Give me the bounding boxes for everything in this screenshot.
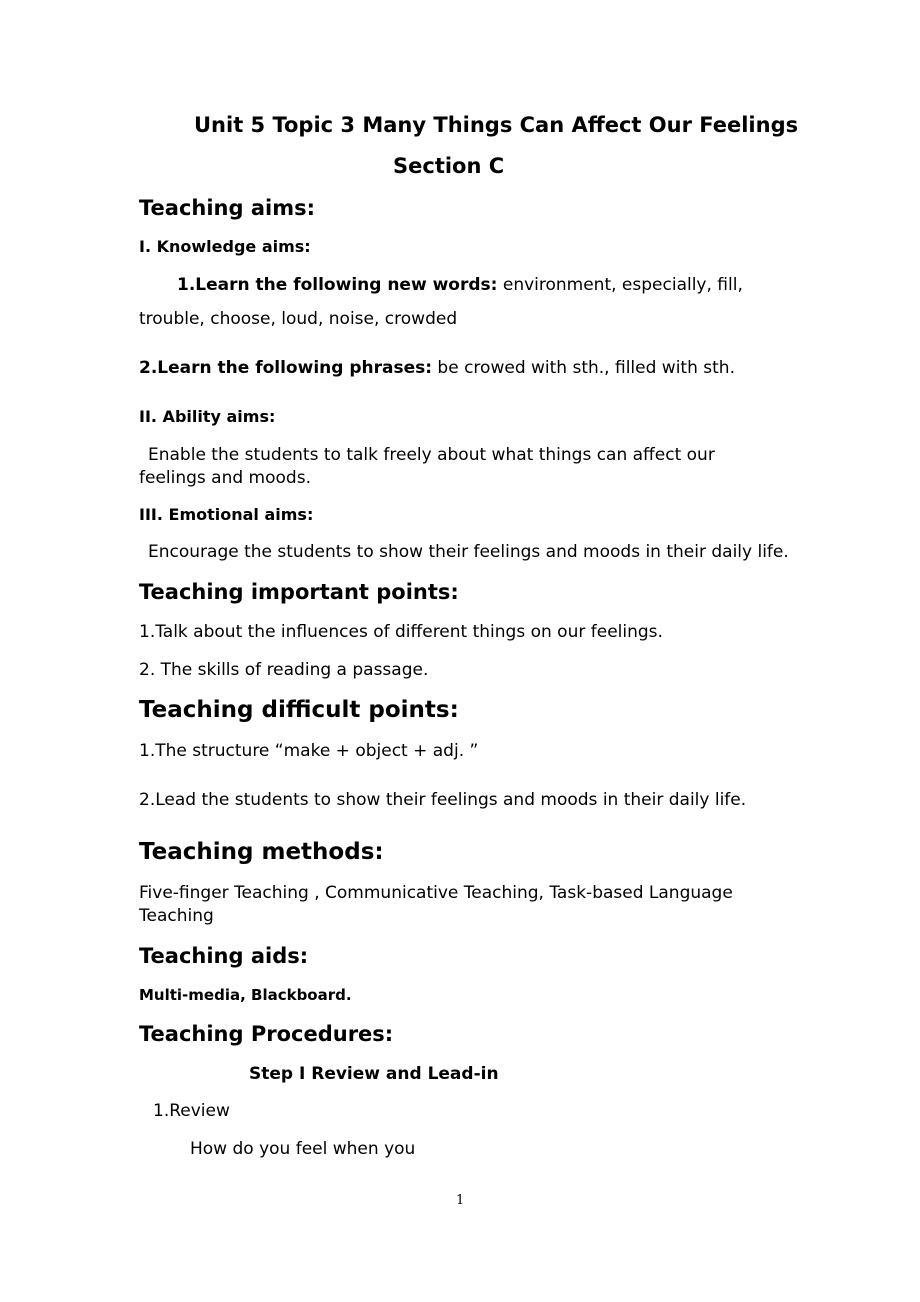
- teaching-aids-text: Multi-media, Blackboard.: [139, 986, 352, 1004]
- phrases-text: be crowed with sth., filled with sth.: [432, 358, 735, 378]
- difficult-point-item: 1.The structure “make + object + adj. ”: [139, 741, 479, 761]
- new-words-line: [177, 275, 743, 295]
- ability-aims-heading: II. Ability aims:: [139, 407, 276, 426]
- section-title: Section C: [393, 154, 505, 178]
- step-one-heading: Step I Review and Lead-in: [249, 1064, 499, 1084]
- document-title: Unit 5 Topic 3 Many Things Can Affect Our Feelings: [194, 113, 799, 137]
- phrases-line: [139, 358, 735, 378]
- knowledge-aims-heading: I. Knowledge aims:: [139, 237, 311, 256]
- important-point-item: 2. The skills of reading a passage.: [139, 660, 429, 680]
- review-label: 1.Review: [153, 1101, 230, 1121]
- difficult-point-item: 2.Lead the students to show their feelings and moods in their daily life.: [139, 790, 747, 810]
- teaching-procedures-heading: Teaching Procedures:: [139, 1022, 394, 1046]
- difficult-points-heading: Teaching difficult points:: [139, 697, 459, 723]
- new-words-label: 1.Learn the following new words:: [177, 275, 498, 295]
- new-words-text: environment, especially, fill,: [497, 275, 743, 295]
- emotional-aims-heading: III. Emotional aims:: [139, 505, 314, 524]
- teaching-aids-heading: Teaching aids:: [139, 944, 309, 968]
- teaching-methods-heading: Teaching methods:: [139, 839, 384, 865]
- phrases-label: 2.Learn the following phrases:: [139, 358, 433, 378]
- ability-aims-text: Enable the students to talk freely about what things can affect our feelings and moods.: [139, 445, 715, 488]
- important-points-heading: Teaching important points:: [139, 580, 459, 604]
- important-point-item: 1.Talk about the influences of different things on our feelings.: [139, 622, 663, 642]
- teaching-methods-text: Five-finger Teaching , Communicative Teaching, Task-based Language Teaching: [139, 883, 733, 926]
- emotional-aims-text: Encourage the students to show their feelings and moods in their daily life.: [148, 542, 789, 562]
- teaching-aims-heading: Teaching aims:: [139, 196, 315, 220]
- review-question: How do you feel when you: [190, 1139, 416, 1159]
- page-number: 1: [456, 1193, 465, 1208]
- new-words-continued: trouble, choose, loud, noise, crowded: [139, 309, 458, 329]
